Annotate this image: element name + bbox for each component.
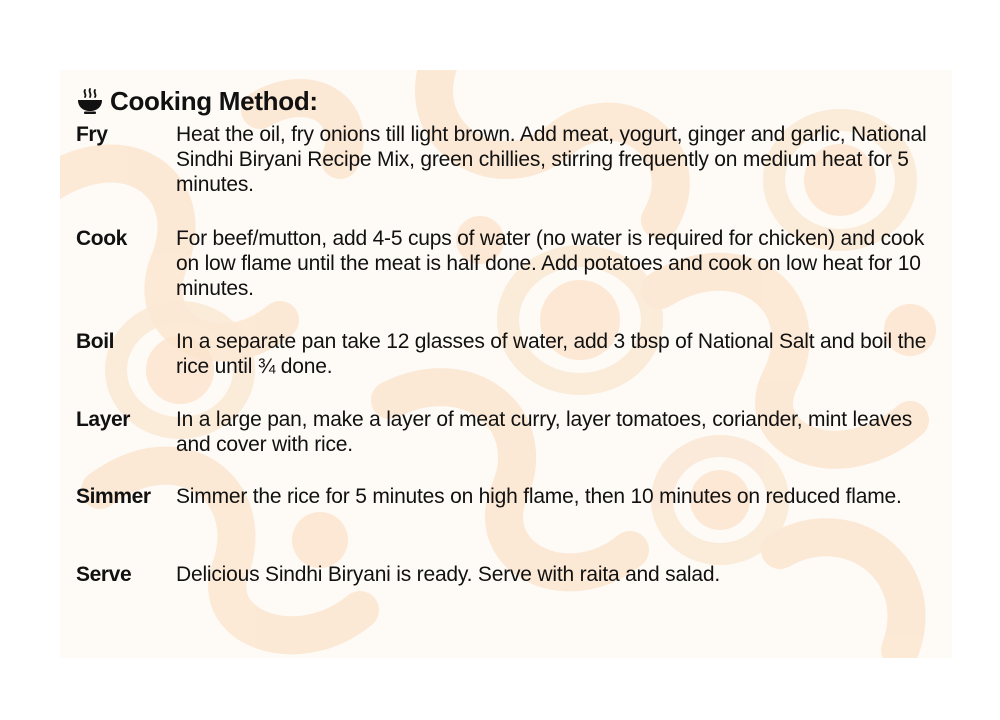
step-text: Simmer the rice for 5 minutes on high flame, then 10 minutes on reduced flame. xyxy=(176,485,902,508)
step-fry xyxy=(76,122,946,197)
step-layer xyxy=(76,407,946,457)
step-text: Heat the oil, fry onions till light brown. Add meat, yogurt, ginger and garlic, National Sindhi Biryani Recipe Mix, green chillies, stirring frequently on medium heat for 5 minutes. xyxy=(176,123,927,196)
steaming-bowl-icon xyxy=(76,87,104,115)
step-text: Delicious Sindhi Biryani is ready. Serve with raita and salad. xyxy=(176,563,720,586)
step-simmer xyxy=(76,484,946,510)
step-text: In a large pan, make a layer of meat curry, layer tomatoes, coriander, mint leaves and cover with rice. xyxy=(176,408,913,456)
section-heading xyxy=(76,84,946,118)
step-boil xyxy=(76,329,946,379)
step-cook xyxy=(76,226,946,301)
step-text: In a separate pan take 12 glasses of water, add 3 tbsp of National Salt and boil the rice until ¾ done. xyxy=(176,330,927,378)
recipe-card xyxy=(60,70,952,658)
step-text: For beef/mutton, add 4-5 cups of water (no water is required for chicken) and cook on low flame until the meat is half done. Add potatoes and cook on low heat for 10 minutes. xyxy=(176,227,925,300)
step-label: Serve xyxy=(76,563,132,586)
step-label: Simmer xyxy=(76,485,151,508)
step-label: Cook xyxy=(76,227,127,250)
step-serve xyxy=(76,562,946,588)
step-label: Fry xyxy=(76,123,108,146)
page-title: Cooking Method: xyxy=(110,85,318,116)
step-label: Layer xyxy=(76,408,131,431)
cooking-method-section xyxy=(76,84,946,586)
step-label: Boil xyxy=(76,330,115,353)
